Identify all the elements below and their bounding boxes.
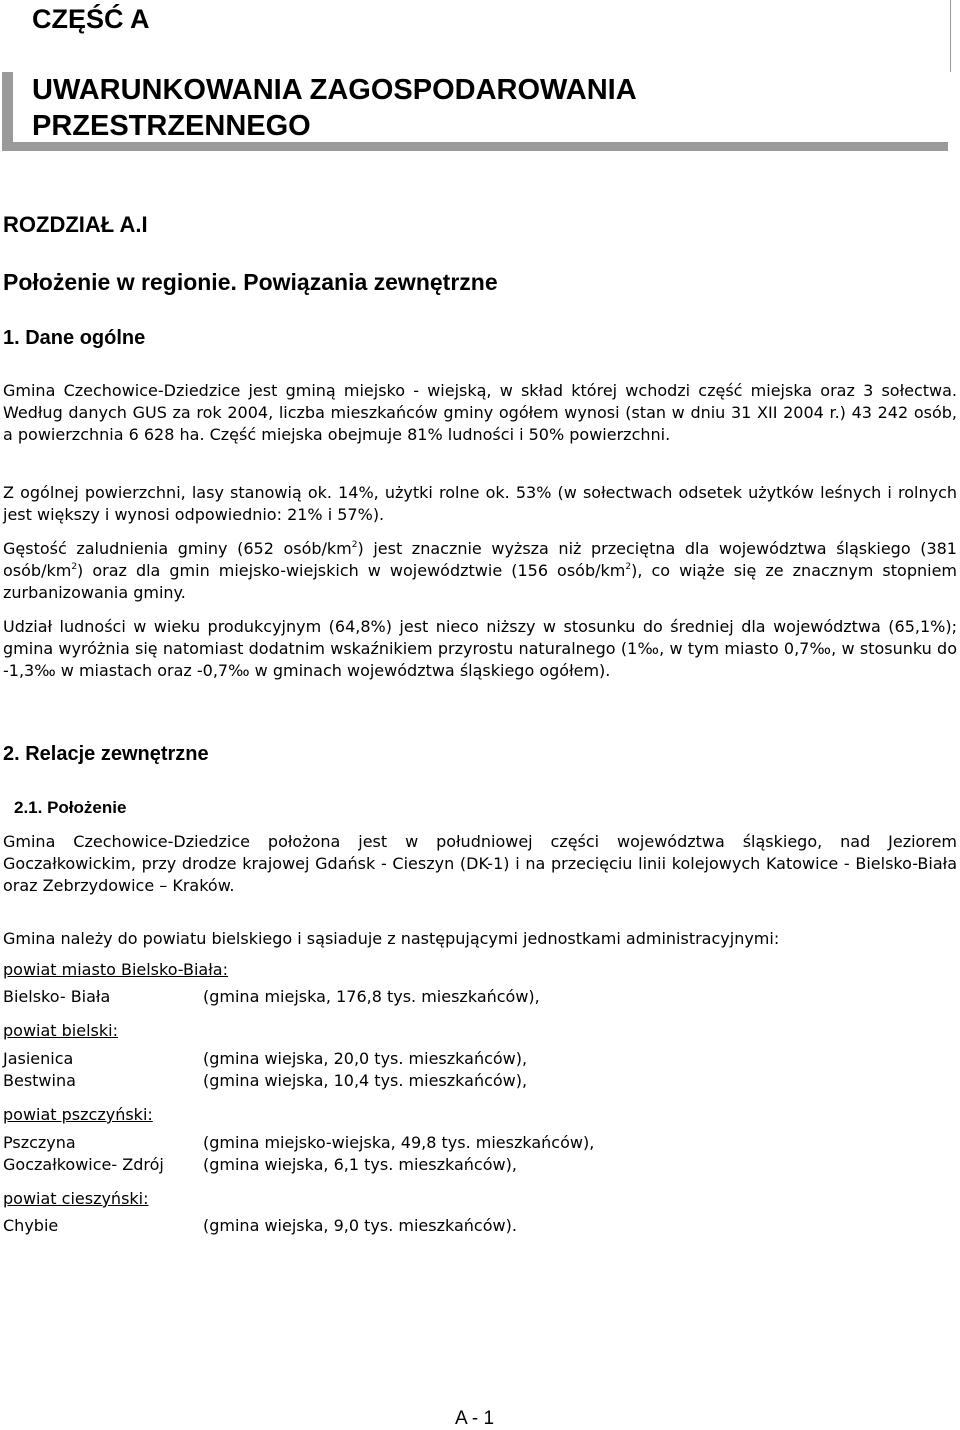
- superscript-2: 2: [625, 562, 632, 572]
- superscript-2: 2: [71, 562, 78, 572]
- neighbor-group-heading: powiat miasto Bielsko-Biała:: [3, 960, 228, 979]
- paragraph-population-density: Gęstość zaludnienia gminy (652 osób/$km^2$) jest znacznie wyższa niż przeciętna dla województwa śląskiego (381 osób/$km^2$) oraz dla gmin miejsko-wiejskich w województwie (156 osób/$km^2$), co wiąże się ze znacznym stopniem zurbanizowania gminy.: [3, 539, 957, 602]
- section-heading-relations: 2. Relacje zewnętrzne: [3, 743, 209, 765]
- neighbor-row: Jasienica (gmina wiejska, 20,0 tys. mieszkańców),: [3, 1049, 528, 1068]
- chapter-subtitle: Położenie w regionie. Powiązania zewnętrzne: [3, 269, 498, 295]
- frame-right-border: [950, 0, 960, 72]
- main-title-line1: UWARUNKOWANIA ZAGOSPODAROWANIA: [32, 74, 637, 106]
- neighbor-group-heading: powiat bielski:: [3, 1021, 118, 1040]
- page-number: A - 1: [455, 1408, 495, 1429]
- paragraph-location: Gmina Czechowice-Dziedzice położona jest w południowej części województwa śląskiego, nad Jeziorem Goczałkowickim, przy drodze krajowej Gdańsk - Cieszyn (DK-1) i na przecięciu linii kolejowych Katowice - Bielsko-Biała oraz Zebrzydowice – Kraków.: [3, 832, 957, 895]
- paragraph-land-use: Z ogólnej powierzchni, lasy stanowią ok. 14%, użytki rolne ok. 53% (w sołectwach odsetek użytków leśnych i rolnych jest większy i wynosi odpowiednio: 21% i 57%).: [3, 483, 957, 524]
- neighbor-row: Pszczyna (gmina miejsko-wiejska, 49,8 tys. mieszkańców),: [3, 1133, 595, 1152]
- neighbor-row: Bestwina (gmina wiejska, 10,4 tys. mieszkańców),: [3, 1071, 528, 1090]
- paragraph-general-data: Gmina Czechowice-Dziedzice jest gminą miejsko - wiejską, w skład której wchodzi część miejska oraz 3 sołectwa. Według danych GUS za rok 2004, liczba mieszkańców gminy ogółem wynosi (stan w dniu 31 XII 2004 r.) 43 242 osób, a powierzchnia 6 628 ha. Część miejska obejmuje 81% ludności i 50% powierzchni.: [3, 381, 957, 444]
- main-title-line2: PRZESTRZENNEGO: [32, 110, 311, 142]
- main-title: [32, 72, 637, 144]
- neighbor-group-heading: powiat cieszyński:: [3, 1189, 149, 1208]
- subsection-heading-location: 2.1. Położenie: [14, 798, 127, 817]
- paragraph-neighbors-intro: Gmina należy do powiatu bielskiego i sąsiaduje z następującymi jednostkami administracyjnymi:: [3, 929, 780, 948]
- part-title: CZĘŚĆ A: [32, 4, 150, 34]
- chapter-label: ROZDZIAŁ A.I: [3, 212, 148, 237]
- neighbor-row: Goczałkowice- Zdrój (gmina wiejska, 6,1 tys. mieszkańców),: [3, 1155, 517, 1174]
- frame-left-bar: [2, 72, 13, 150]
- superscript-2: 2: [351, 540, 358, 550]
- neighbor-group-heading: powiat pszczyński:: [3, 1105, 153, 1124]
- neighbor-row: Bielsko- Biała (gmina miejska, 176,8 tys. mieszkańców),: [3, 987, 540, 1006]
- neighbor-row: Chybie (gmina wiejska, 9,0 tys. mieszkańców).: [3, 1216, 517, 1235]
- section-heading-general: 1. Dane ogólne: [3, 327, 146, 349]
- paragraph-working-age: Udział ludności w wieku produkcyjnym (64,8%) jest nieco niższy w stosunku do średniej dla województwa (65,1%); gmina wyróżnia się natomiast dodatnim wskaźnikiem przyrostu naturalnego (1‰, w tym miasto 0,7‰, w stosunku do -1,3‰ w miastach oraz -0,7‰ w gminach województwa śląskiego ogółem).: [3, 617, 957, 680]
